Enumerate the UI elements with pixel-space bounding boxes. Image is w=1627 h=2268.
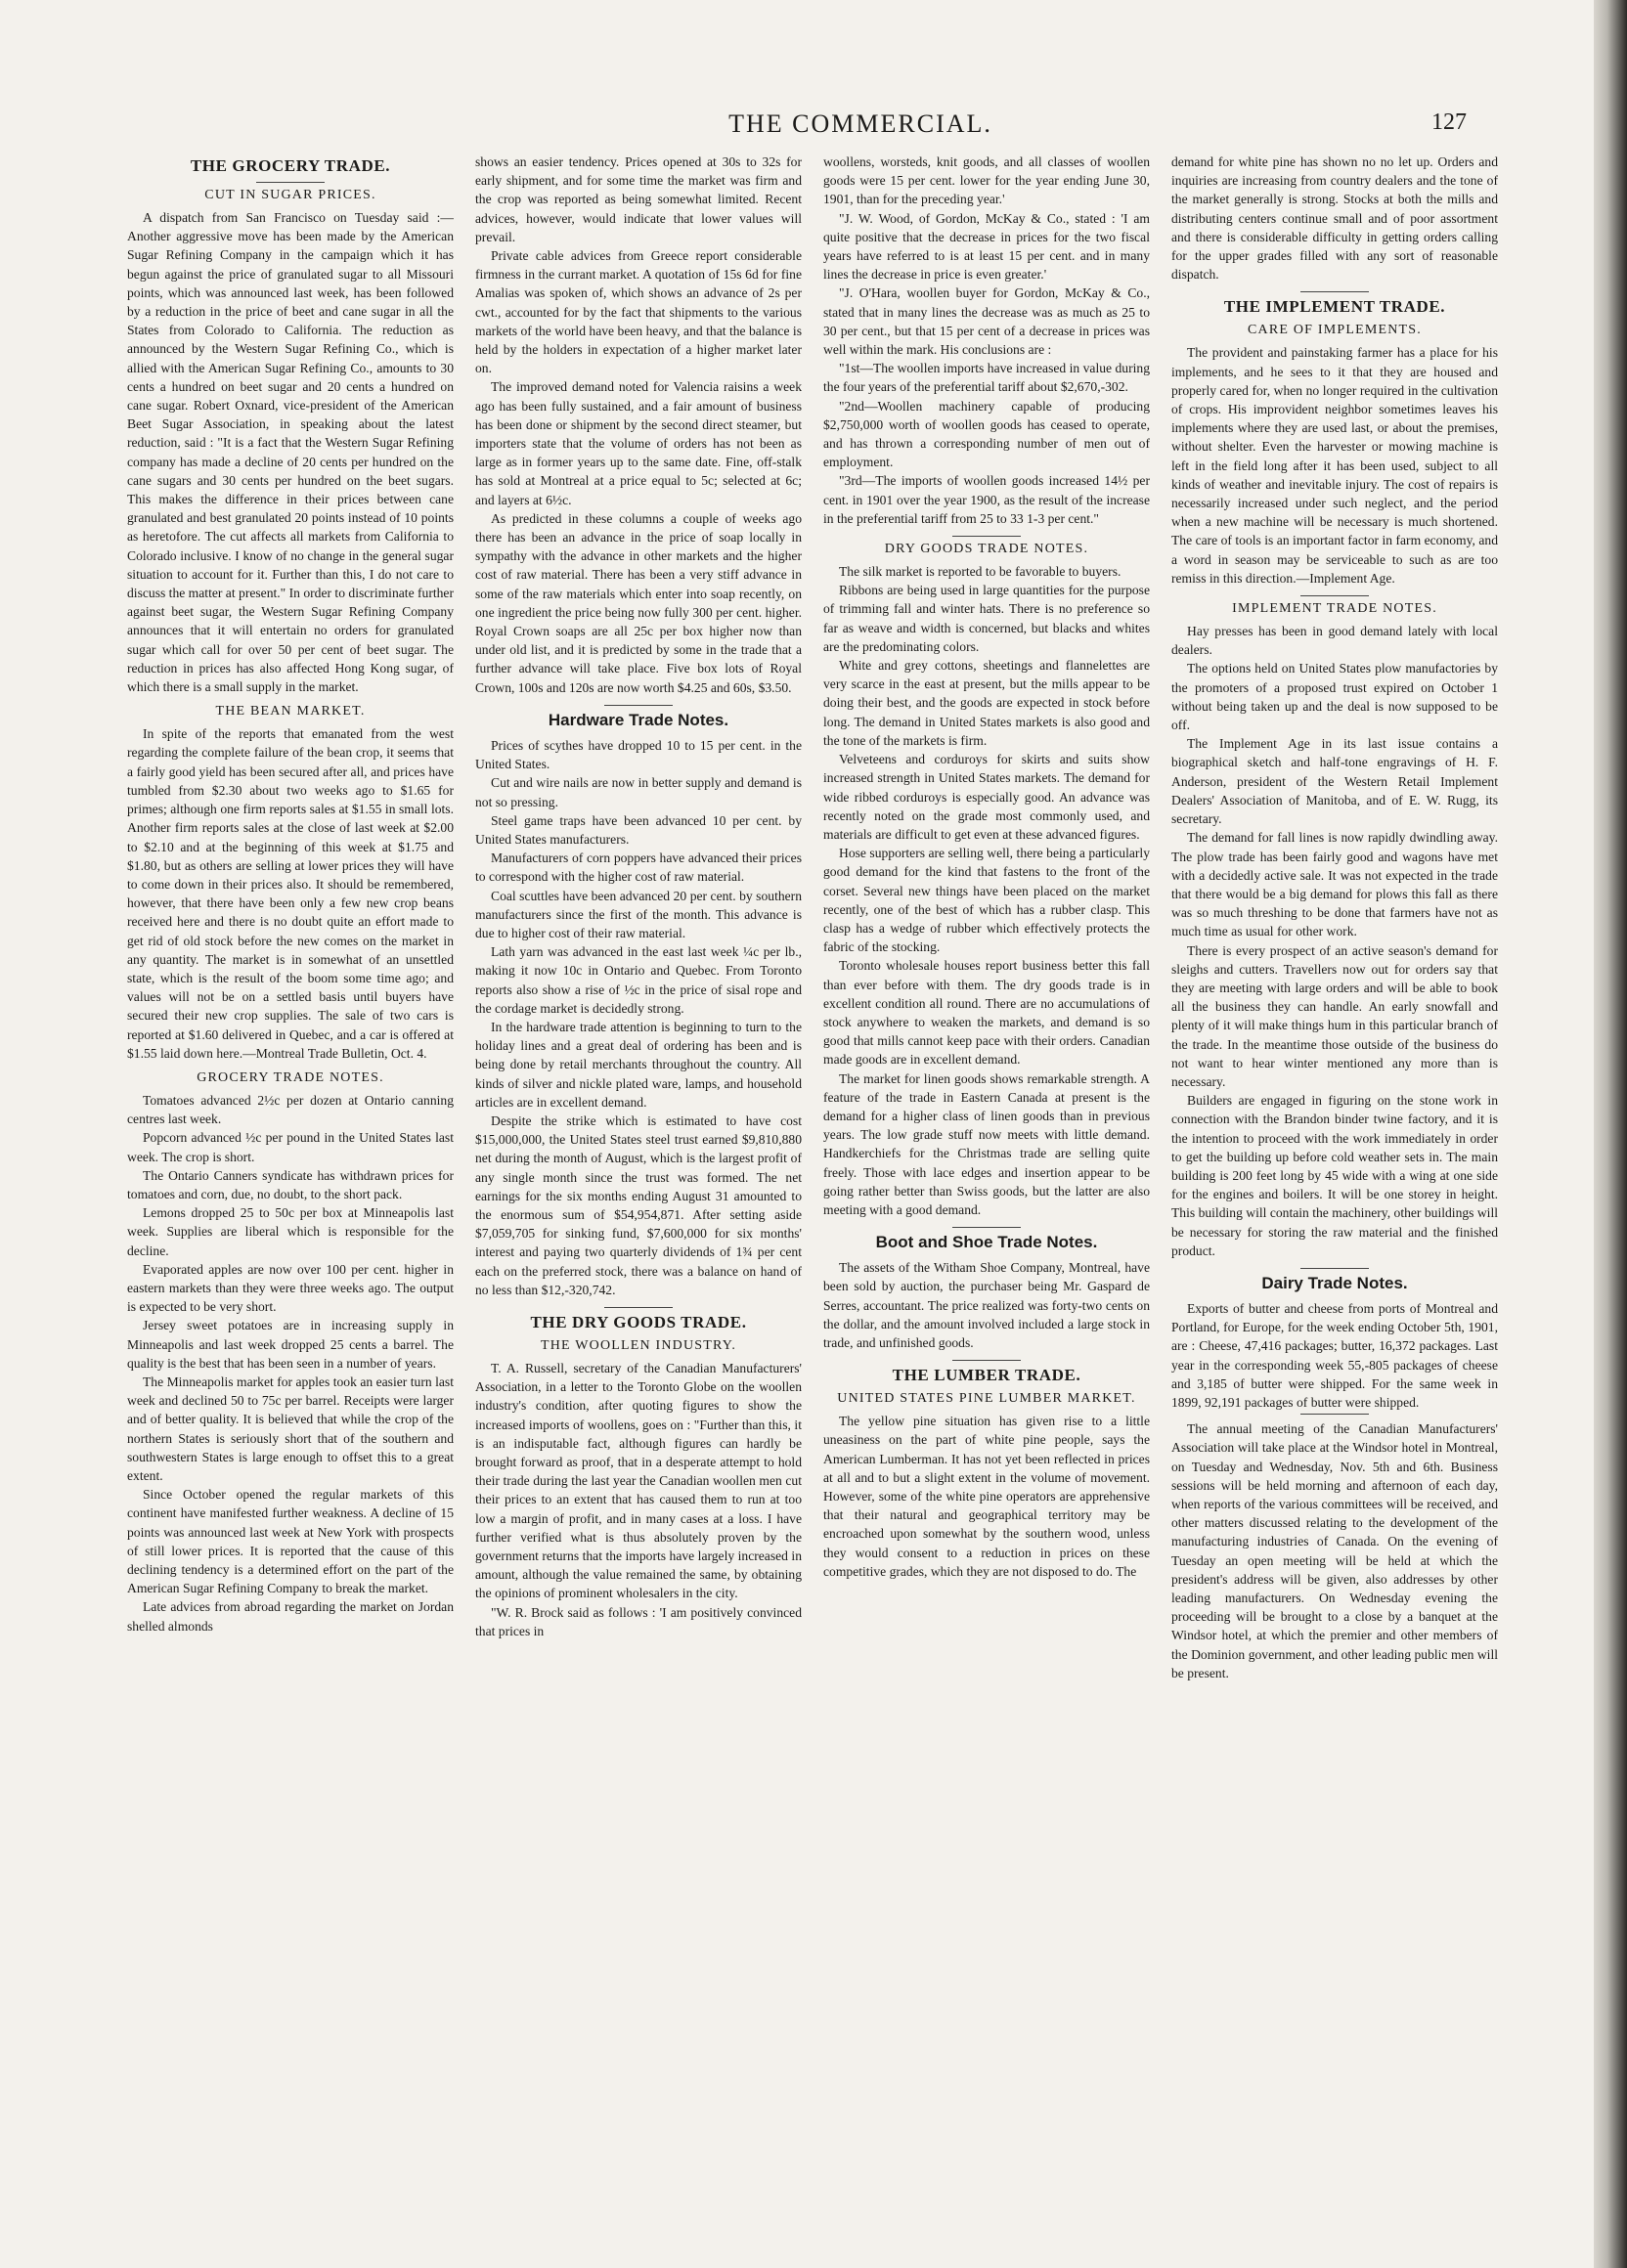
- section-rule: [604, 705, 673, 706]
- paragraph: demand for white pine has shown no no let up. Orders and inquiries are increasing from country dealers and the tone of the market generally is strong. Stocks at both the mills and distributing centers continue small and of poor assortment and there is considerable difficulty in getting orders calling for the upper grades filled with any sort of reasonable dispatch.: [1171, 154, 1498, 283]
- section-subtitle: CARE OF IMPLEMENTS.: [1248, 323, 1422, 338]
- paragraph: Late advices from abroad regarding the market on Jordan shelled almonds: [127, 1599, 454, 1634]
- section-subtitle: THE WOOLLEN INDUSTRY.: [540, 1337, 737, 1353]
- paragraph: The annual meeting of the Canadian Manufacturers' Association will take place at the Windsor hotel in Montreal, on Tuesday and Wednesday, Nov. 5th and 6th. Business sessions will be held morning and afternoon of each day, when reports of the various committees will be received, and other matters discussed relating to the development of the manufacturing industries of Canada. On the evening of Tuesday an open meeting will be held at which the president's address will be given, also addresses by other leading manufacturers. On Wednesday evening the proceeding will be brought to a close by a banquet at the Windsor hotel, at which the premier and other members of the Dominion government, and other leading public men will be present.: [1171, 1421, 1498, 1680]
- section-rule: [1300, 1268, 1369, 1269]
- section-subtitle: CUT IN SUGAR PRICES.: [204, 188, 376, 202]
- article-columns: [127, 153, 1506, 2196]
- section-subtitle: GROCERY TRADE NOTES.: [197, 1069, 384, 1085]
- section-title: Hardware Trade Notes.: [548, 710, 729, 729]
- paragraph: The options held on United States plow manufactories by the promoters of a proposed trust expired on October 1 without being taken up and the deal is now supposed to be off.: [1171, 661, 1498, 733]
- section-rule: [952, 1360, 1021, 1361]
- paragraph: The yellow pine situation has given rise to a little uneasiness on the part of white pine people, says the American Lumberman. It has not yet been reflected in prices at all and to but a slight extent in the volume of movement. However, some of the white pine operators are apprehensive that their natural and geographical territory may be encroached upon somewhat by the southern wood, unless they would consent to a reduction in prices on these competitive grades, which they are not disposed to do. The: [823, 1414, 1150, 1579]
- paragraph: The assets of the Witham Shoe Company, Montreal, have been sold by auction, the purchaser being Mr. Gaspard de Serres, accountant. The price realized was forty-two cents on the dollar, and the amount involved included a large stock in trade, and unfinished goods.: [823, 1260, 1150, 1350]
- lumber-trade-section: [823, 1360, 1150, 1581]
- paragraph: Builders are engaged in figuring on the stone work in connection with the Brandon binder twine factory, and it is the intention to proceed with the work immediately in order to get the building up before cold weather sets in. The main building is 200 feet long by 45 wide with a wing at one side for the engines and boilers. It will be one storey in height. This building will contain the machinery, other buildings will be necessary for storing the raw material and the finished product.: [1171, 1093, 1498, 1258]
- grocery-notes-section: [127, 1070, 454, 1636]
- paragraph: Hose supporters are selling well, there being a particularly good demand for the kind that fastens to the front of the corset. Several new things have been placed on the market recently, one of the best of which has a rubber clasp. This clasp has a wedge of rubber which effectively protects the fabric of the stocking.: [823, 846, 1150, 955]
- paragraph: Tomatoes advanced 2½c per dozen at Ontario canning centres last week.: [127, 1092, 454, 1127]
- paragraph: White and grey cottons, sheetings and flannelettes are very scarce in the east at present, but the mills appear to be doing their best, and the goods are expected in stock before long. The demand in United States markets is also good and the tone of the markets is firm.: [823, 658, 1150, 748]
- implement-notes-section: [1171, 595, 1498, 1260]
- section-title: THE IMPLEMENT TRADE.: [1223, 297, 1446, 317]
- section-rule: [952, 536, 1021, 537]
- paragraph: Popcorn advanced ½c per pound in the United States last week. The crop is short.: [127, 1130, 454, 1164]
- column-2: [475, 153, 802, 2196]
- implement-trade-section: [1171, 291, 1498, 588]
- section-title: Dairy Trade Notes.: [1261, 1273, 1408, 1292]
- paragraph: The improved demand noted for Valencia raisins a week ago has been fully sustained, and a fair amount of business has been done or shipment by the second direct steamer, but importers state that the volume of orders has not been as large as in former years up to the same date. Fine, off-stalk has sold at Montreal at a price equal to 5c; selected at 6c; and layers at 6½c.: [475, 379, 802, 507]
- paragraph: The Minneapolis market for apples took an easier turn last week and declined 50 to 75c per barrel. Receipts were larger and of better quality. It is believed that while the crop of the northern States is seriously short that of the southern and southwestern States is large enough to offset this to a great extent.: [127, 1374, 454, 1483]
- dry-goods-section: [475, 1307, 802, 1640]
- paragraph: The provident and painstaking farmer has a place for his implements, and he sees to it that they are housed and properly cared for, when no longer required in the cultivation of crops. His improvident neighbor sometimes leaves his implements where they are used last, or about the premises, without shelter. Even the harvester or mowing machine is left in the field long after it has been used, subject to all kinds of weather and inevitable injury. The cost of repairs is necessarily increased under such neglect, and the period when a new machine will be necessary is much shortened. The care of tools is an important factor in farm economy, and a word in season may be serviceable to such as are too remiss in this direction.—Implement Age.: [1171, 345, 1498, 586]
- paragraph: "2nd—Woollen machinery capable of producing $2,750,000 worth of woollen goods has ceased to operate, and has thrown a corresponding number of men out of employment.: [823, 398, 1150, 470]
- paragraph: Lemons dropped 25 to 50c per box at Minneapolis last week. Supplies are liberal which is responsible for the decline.: [127, 1205, 454, 1258]
- column-4: [1171, 153, 1498, 2196]
- paragraph: Hay presses has been in good demand lately with local dealers.: [1171, 624, 1498, 658]
- paragraph: As predicted in these columns a couple of weeks ago there has been an advance in the price of soap locally in sympathy with the advance in other markets and the higher cost of raw material. There has been a very stiff advance in some of the raw materials which enter into soap recently, on one ingredient the price being now fully 300 per cent. higher. Royal Crown soaps are all 25c per box higher now than under old list, and it is predicted by some in the trade that a further advance will take place. Five box lots of Royal Crown, 100s and 120s are now worth $4.25 and 60s, $3.50.: [475, 510, 802, 695]
- paragraph: shows an easier tendency. Prices opened at 30s to 32s for early shipment, and for some time the market was firm and the crop was reported as being somewhat limited. Recent advices, however, would indicate that lower values will prevail.: [475, 154, 802, 244]
- boot-shoe-section: [823, 1227, 1150, 1352]
- paragraph: The Ontario Canners syndicate has withdrawn prices for tomatoes and corn, due, no doubt, to the short pack.: [127, 1167, 454, 1201]
- paragraph: "3rd—The imports of woollen goods increased 14½ per cent. in 1901 over the year 1900, as the result of the increase in the preferential tariff from 25 to 33 1-3 per cent.": [823, 473, 1150, 526]
- masthead: THE COMMERCIAL.: [728, 109, 992, 138]
- hardware-notes-section: [475, 705, 802, 1299]
- column-3: [823, 153, 1150, 2196]
- paragraph: Since October opened the regular markets of this continent have manifested further weakness. A decline of 15 points was announced last week at New York with prospects of still lower prices. It is reported that the cause of this declining tendency is a determined effort on the part of the American Sugar Refining Company to break the market.: [127, 1487, 454, 1596]
- paragraph: Evaporated apples are now over 100 per cent. higher in eastern markets than they were three weeks ago. The output is expected to be very short.: [127, 1261, 454, 1315]
- bean-market-section: [127, 704, 454, 1063]
- section-subtitle: IMPLEMENT TRADE NOTES.: [1232, 601, 1437, 617]
- paragraph: In spite of the reports that emanated from the west regarding the complete failure of the bean crop, it seems that a fairly good yield has been secured after all, and prices have tumbled from $2.30 about two weeks ago to $1.65 for primes; although one firm reports sales at $1.55 in small lots. Another firm reports sales at the close of last week at $2.00 to $2.10 and at the beginning of this week at $1.75 and $1.80, but as others are selling at lower prices they will have to come down in their prices also. It should be remembered, however, that there have been only a few new crop beans received here and there is no doubt quite an effort made to get rid of old stock before the new comes on the market in any quantity. The market is in somewhat of an unsettled state, which is the result of the boom some time ago; and values will not be on a settled basis until buyers have secured their new crop supplies. The sale of two cars is reported at $1.60 delivered in Quebec, and a car is offered at $1.55 laid down here.—Montreal Trade Bulletin, Oct. 4.: [127, 726, 454, 1061]
- paragraph: "J. O'Hara, woollen buyer for Gordon, McKay & Co., stated that in many lines the decrease was as much as 25 to 30 per cent., but that 15 per cent of a decrease in prices was well within the mark. His conclusions are :: [823, 285, 1150, 358]
- paragraph: T. A. Russell, secretary of the Canadian Manufacturers' Association, in a letter to the Toronto Globe on the woollen industry's condition, after quoting figures to show the increased imports of woollens, goes on : "Further than this, it is an indisputable fact, although figures can hardly be brought forward as proof, that in a desperate attempt to hold their trade during the last year the Canadian woollen men cut their prices to an extent that has caused them to run at too low a margin of profit, and in many cases at a loss. I have further verified what is thus absolutely proven by the government returns that the imports have largely increased in amount, although the value remained the same, by obtaining the opinions of prominent wholesalers in the city.: [475, 1360, 802, 1601]
- woollen-continued-section: [823, 153, 1150, 528]
- paragraph: Lath yarn was advanced in the east last week ¼c per lb., making it now 10c in Ontario and Quebec. From Toronto reports also show a rise of ½c in the price of sisal rope and the cordage market is decidedly strong.: [475, 944, 802, 1016]
- paragraph: Manufacturers of corn poppers have advanced their prices to correspond with the higher cost of raw material.: [475, 850, 802, 885]
- paragraph: Jersey sweet potatoes are in increasing supply in Minneapolis and last week dropped 25 cents a barrel. The quality is the best that has been seen in a number of years.: [127, 1318, 454, 1371]
- section-title: THE LUMBER TRADE.: [892, 1366, 1081, 1385]
- title-rule: [256, 182, 325, 183]
- paragraph: Toronto wholesale houses report business better this fall than ever before with them. The dry goods trade is in excellent condition all round. There are no accumulations of stock anywhere to weaken the markets, and demand is so good that mills cannot keep pace with their orders. Canadian made goods are in excellent demand.: [823, 958, 1150, 1068]
- paragraph: The Implement Age in its last issue contains a biographical sketch and half-tone engravings of H. F. Anderson, president of the Western Retail Implement Dealers' Association of Manitoba, and of E. W. Rugg, its secretary.: [1171, 736, 1498, 827]
- section-rule: [604, 1307, 673, 1308]
- column-1: [127, 153, 454, 2196]
- section-subtitle: UNITED STATES PINE LUMBER MARKET.: [837, 1391, 1136, 1407]
- paragraph: The demand for fall lines is now rapidly dwindling away. The plow trade has been fairly good and wagons have met with a decidedly active sale. It was not expected in the trade that there would be a big demand for plows this fall as there was so much threshing to be done that farmers have not as much time as usual for other work.: [1171, 830, 1498, 939]
- paragraph: The market for linen goods shows remarkable strength. A feature of the trade in Eastern Canada at present is the demand for a higher class of linen goods than in previous years. The low grade stuff now meets with little demand. Handkerchiefs for the Christmas trade are selling quite freely. Those with lace edges and insertion appear to be going rather better than Swiss goods, but the latter are also meeting with a good demand.: [823, 1070, 1150, 1217]
- section-rule: [952, 1227, 1021, 1228]
- paragraph: In the hardware trade attention is beginning to turn to the holiday lines and a great deal of ordering has been and is being done by retail merchants throughout the country. All kinds of silver and nickle plated ware, lamps, and household articles are in excellent demand.: [475, 1019, 802, 1110]
- paragraph: Exports of butter and cheese from ports of Montreal and Portland, for Europe, for the week ending October 5th, 1901, are : Cheese, 47,416 packages; butter, 16,372 packages. Last year in the corresponding week 55,-805 packages of cheese and 3,185 of butter were shipped. For the same week in 1899, 92,191 packages of butter were shipped.: [1171, 1300, 1498, 1410]
- paragraph: Steel game traps have been advanced 10 per cent. by United States manufacturers.: [475, 812, 802, 847]
- page-number: 127: [1431, 109, 1467, 135]
- paragraph: Private cable advices from Greece report considerable firmness in the currant market. A quotation of 15s 6d for fine Amalias was spoken of, which shows an advance of 2s per cwt., accounted for by the fact that shipments to the various markets of the world have been heavy, and that the balance is held by the holders in expectation of a higher market later on.: [475, 248, 802, 376]
- page-header: [127, 106, 1594, 145]
- section-rule: [1300, 595, 1369, 596]
- paragraph: Velveteens and corduroys for skirts and suits show increased strength in United States markets. The demand for wide ribbed corduroys is especially good. An advance was recently noted on the grade most commonly used, and materials are difficult to get even at these advanced figures.: [823, 752, 1150, 842]
- page-binding-edge: [1594, 0, 1627, 2268]
- paragraph: "J. W. Wood, of Gordon, McKay & Co., stated : 'I am quite positive that the decrease in prices for the two fiscal years have referred to is at least 15 per cent. and in many lines the decrease in price is even greater.': [823, 210, 1150, 283]
- paragraph: Despite the strike which is estimated to have cost $15,000,000, the United States steel trust earned $9,810,880 net during the month of August, which is the largest profit of any single month since the trust was formed. The net earnings for the six months ending August 31 amounted to the enormous sum of $54,954,871. After setting aside $7,059,705 for sinking fund, $7,600,000 for six months' interest and paying two quarterly dividends of 1¾ per cent each on the preferred stock, there was a balance on hand of no less than $12,-320,742.: [475, 1112, 802, 1297]
- paragraph: "W. R. Brock said as follows : 'I am positively convinced that prices in: [475, 1604, 802, 1638]
- section-title: Boot and Shoe Trade Notes.: [875, 1233, 1098, 1252]
- lumber-continued-section: [1171, 153, 1498, 284]
- dairy-notes-section: [1171, 1268, 1498, 1682]
- paragraph: The silk market is reported to be favorable to buyers.: [839, 564, 1121, 580]
- paragraph: woollens, worsteds, knit goods, and all classes of woollen goods were 15 per cent. lower for the year ending June 30, 1901, than for the preceding year.': [823, 154, 1150, 207]
- section-subtitle: THE BEAN MARKET.: [215, 704, 366, 720]
- paragraph: Ribbons are being used in large quantities for the purpose of trimming fall and winter hats. There is no preference so far as weave and width is concerned, but blacks and whites are the predominating colors.: [823, 583, 1150, 654]
- paragraph: Cut and wire nails are now in better supply and demand is not so pressing.: [475, 775, 802, 809]
- dry-goods-notes-section: [823, 536, 1150, 1219]
- paragraph: Coal scuttles have been advanced 20 per cent. by southern manufacturers since the first of the month. This advance is due to higher cost of their raw material.: [475, 888, 802, 940]
- grocery-trade-section: [127, 156, 454, 696]
- paragraph: A dispatch from San Francisco on Tuesday said :—Another aggressive move has been made by the American Sugar Refining Company in the campaign which it has begun against the price of granulated sugar to all Missouri points, which was announced last week, has been followed by a reduction in the price of beet and cane sugar in all the States from Colorado to California. The reduction as announced by the Western Sugar Refining Co., which is allied with the American Sugar Refining Co., amounts to 30 cents a hundred on beet sugar and 20 cents a hundred on cane sugar. Robert Oxnard, vice-president of the American Beet Sugar Association, in speaking about the latest reduction, said : "It is a fact that the Western Sugar Refining company has made a decline of 20 cents per hundred on the cane sugars and 30 cents per hundred on the beet sugars. This makes the difference in their prices between cane granulated and best granulated 20 points instead of 10 points as heretofore. The cut affects all markets from California to Colorado inclusive. I know of no change in the general sugar situation to account for it. Further than this, I do not care to discuss the matter at present." In order to discriminate further against beet sugar, the Western Sugar Refining Company announces that it will entertain no orders for granulated sugar which call for over 50 per cent of beet sugar. The reduction in prices has also affected Hong Kong sugar, of which there is a small supply in the market.: [127, 210, 454, 695]
- grocery-continued-section: [475, 153, 802, 697]
- paragraph: Prices of scythes have dropped 10 to 15 per cent. in the United States.: [475, 737, 802, 772]
- section-rule: [1300, 1414, 1369, 1415]
- section-subtitle: DRY GOODS TRADE NOTES.: [884, 542, 1089, 557]
- paragraph: There is every prospect of an active season's demand for sleighs and cutters. Travellers now out for orders say that they are meeting with large orders and will be able to book all the business they can handle. An early snowfall and plenty of it will make things hum in this particular branch of the trade. In the meantime those outside of the business do not want to hear winter mentioned any more than is necessary.: [1171, 942, 1498, 1089]
- section-title: THE GROCERY TRADE.: [190, 156, 391, 175]
- section-title: THE DRY GOODS TRADE.: [530, 1312, 747, 1331]
- paragraph: "1st—The woollen imports have increased in value during the four years of the preferential tariff about $2,670,-302.: [823, 361, 1150, 395]
- section-rule: [1300, 291, 1369, 292]
